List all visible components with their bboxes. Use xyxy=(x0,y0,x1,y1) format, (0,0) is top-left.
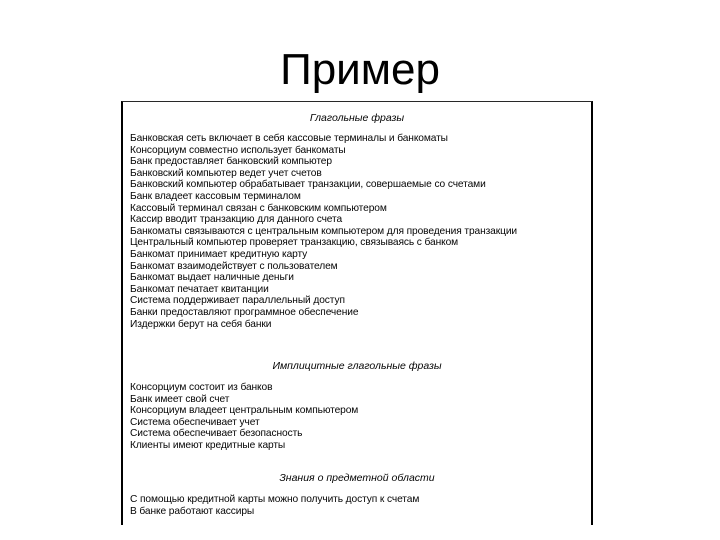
list-item: Система поддерживает параллельный доступ xyxy=(130,295,345,307)
list-item: С помощью кредитной карты можно получить доступ к счетам xyxy=(130,494,420,505)
list-item: Консорциум состоит из банков xyxy=(130,382,273,393)
list-item: Банкоматы связываются с центральным компьютером для проведения транзакции xyxy=(130,225,518,237)
slide-title: Пример xyxy=(280,45,440,94)
list-item: Банковский компьютер обрабатывает транзакции, совершаемые со счетами xyxy=(130,179,486,191)
list-item: Банковский компьютер ведет учет счетов xyxy=(130,167,322,179)
list-item: Банк владеет кассовым терминалом xyxy=(130,190,301,202)
list-item: Банковская сеть включает в себя кассовые терминалы и банкоматы xyxy=(130,133,448,144)
section-heading-domain-knowledge: Знания о предметной области xyxy=(279,472,435,484)
list-item: Кассир вводит транзакцию для данного счета xyxy=(130,214,343,226)
list-item: Банкомат печатает квитанции xyxy=(130,283,269,295)
section-heading-implicit-verb-phrases: Имплицитные глагольные фразы xyxy=(272,360,442,372)
list-item: Банки предоставляют программное обеспечение xyxy=(130,306,359,318)
list-item: В банке работают кассиры xyxy=(130,505,255,517)
list-item: Клиенты имеют кредитные карты xyxy=(130,439,286,451)
list-item: Система обеспечивает учет xyxy=(130,416,260,428)
verb-phrases-list xyxy=(130,133,517,330)
list-item: Банкомат принимает кредитную карту xyxy=(130,248,308,260)
list-item: Кассовый терминал связан с банковским компьютером xyxy=(130,202,387,214)
list-item: Банкомат взаимодействует с пользователем xyxy=(130,260,338,272)
section-heading-verb-phrases: Глагольные фразы xyxy=(309,112,405,124)
domain-knowledge-list xyxy=(130,494,419,517)
list-item: Система обеспечивает безопасность xyxy=(130,428,303,440)
list-item: Консорциум владеет центральным компьютером xyxy=(130,405,359,417)
list-item: Центральный компьютер проверяет транзакцию, связываясь с банком xyxy=(130,237,459,249)
list-item: Банк имеет свой счет xyxy=(130,393,230,405)
list-item: Издержки берут на себя банки xyxy=(130,318,272,330)
list-item: Банкомат выдает наличные деньги xyxy=(130,272,294,284)
list-item: Консорциум совместно использует банкоматы xyxy=(130,144,346,156)
scanned-document xyxy=(121,101,593,525)
list-item: Банк предоставляет банковский компьютер xyxy=(130,156,332,168)
implicit-verb-phrases-list xyxy=(130,382,358,452)
